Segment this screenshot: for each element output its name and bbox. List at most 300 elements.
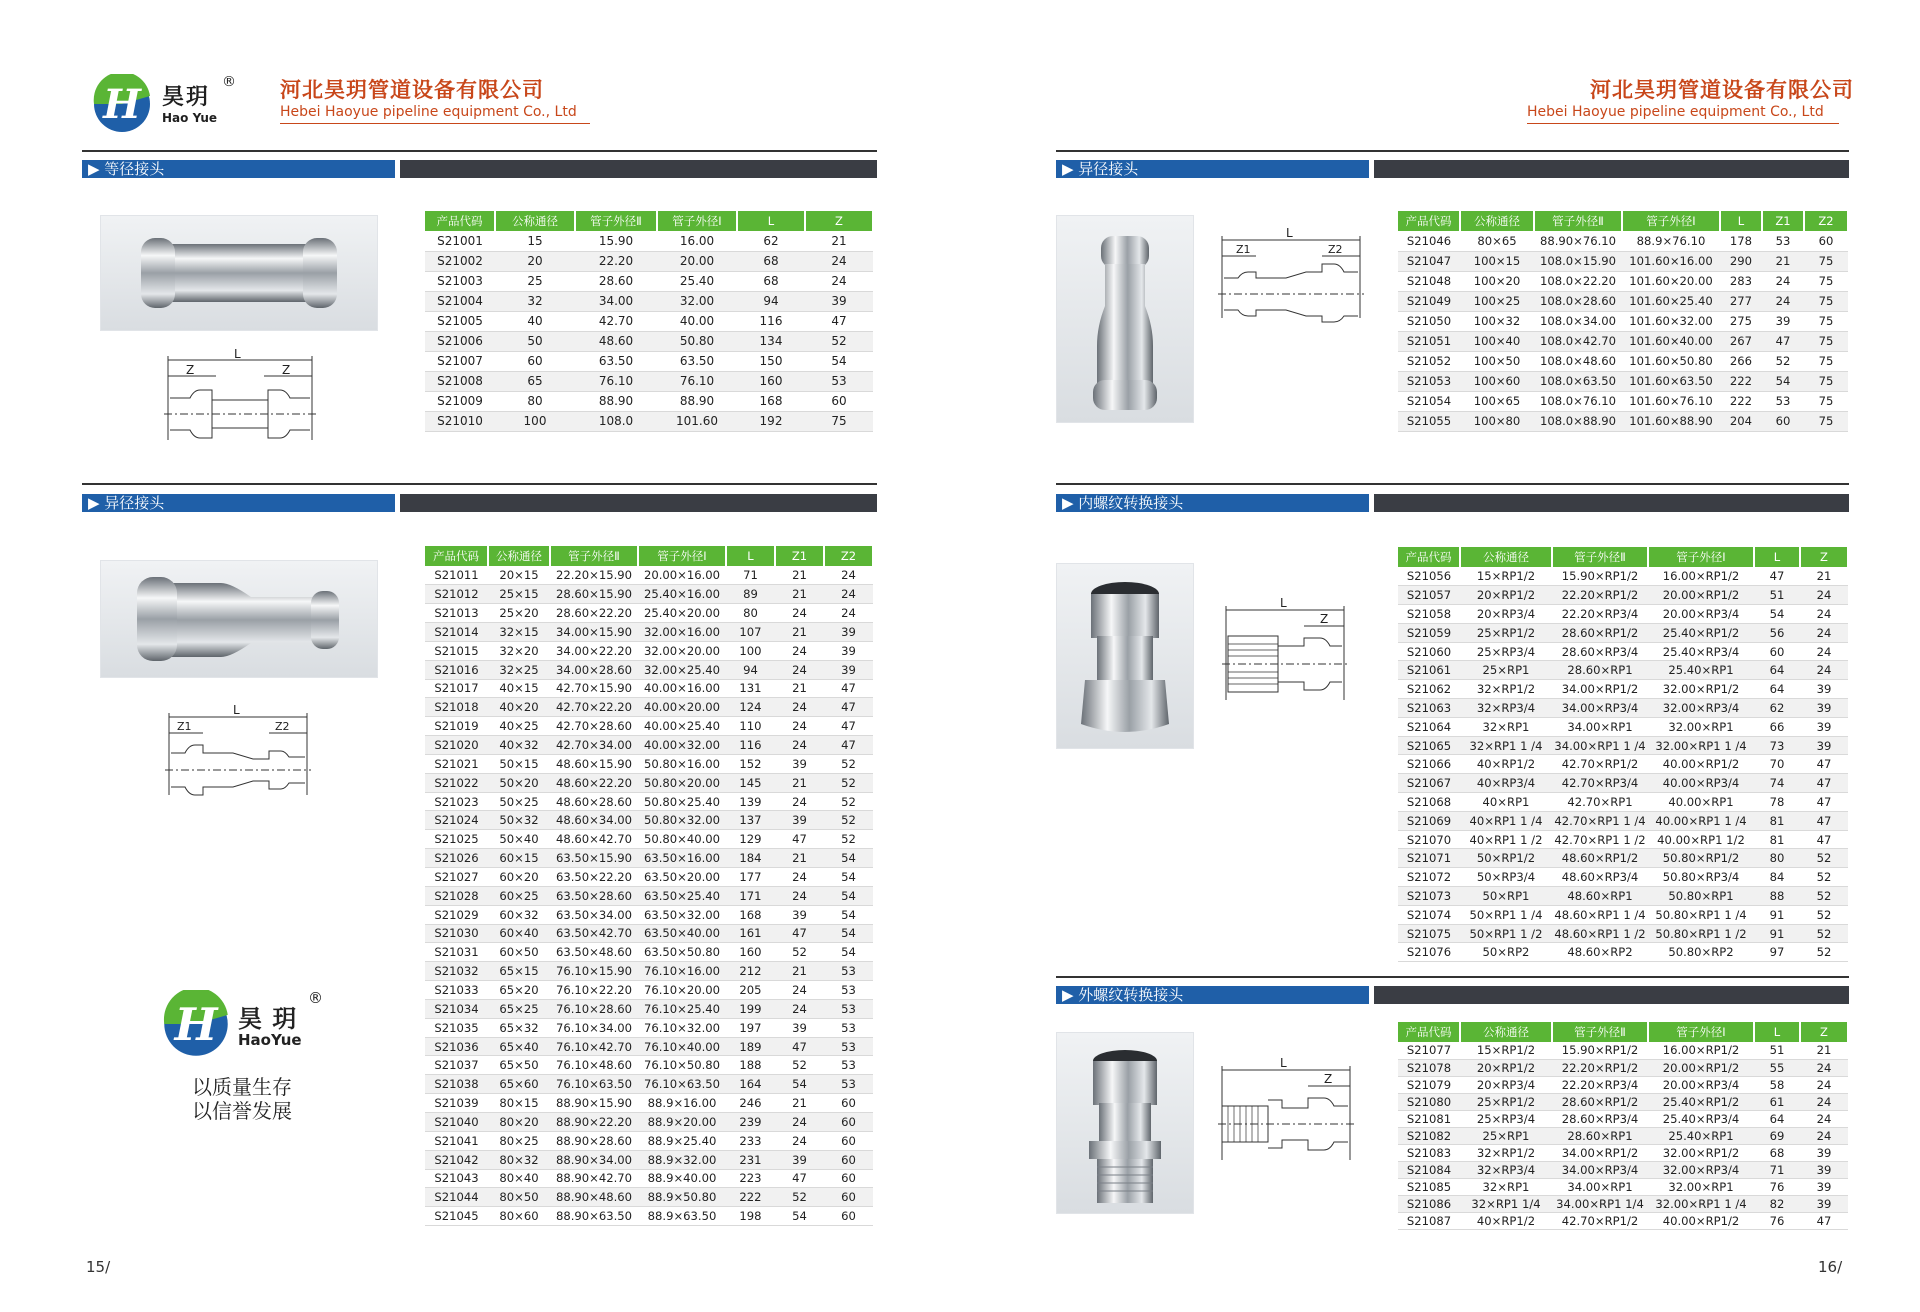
table-cell: 24 [1800, 661, 1848, 680]
table-cell: 47 [824, 698, 873, 717]
table-cell: 32.00×RP3/4 [1648, 1161, 1754, 1178]
table-row [1398, 331, 1848, 351]
table-cell: 20×RP1/2 [1460, 586, 1552, 605]
table-cell: 82 [1754, 1195, 1800, 1212]
company-name-en-right: Hebei Haoyue pipeline equipment Co., Ltd [1527, 104, 1824, 120]
table-row [425, 773, 873, 792]
table-cell: 24 [775, 660, 824, 679]
table-cell: 164 [726, 1075, 775, 1094]
table-cell: 15 [495, 231, 575, 251]
table-cell: 160 [726, 943, 775, 962]
table-row [425, 331, 873, 351]
table-cell: 47 [1800, 793, 1848, 812]
section-header-reducer-right [1056, 160, 1849, 178]
table-cell: 76.10×40.00 [638, 1037, 726, 1056]
table-cell: 22.20×RP1/2 [1552, 586, 1648, 605]
table-cell: 47 [1800, 755, 1848, 774]
column-header: L [1754, 1022, 1800, 1042]
table-cell: 63.50×20.00 [638, 868, 726, 887]
spec-table-female-thread [1398, 547, 1849, 962]
dim-label-l: L [1286, 226, 1293, 240]
table-cell: 189 [726, 1037, 775, 1056]
table-cell: 80×25 [488, 1131, 550, 1150]
table-cell: 60 [1762, 411, 1804, 431]
table-cell: 68 [737, 271, 805, 291]
table-row [425, 943, 873, 962]
table-cell: 60 [824, 1094, 873, 1113]
table-cell: 60×50 [488, 943, 550, 962]
table-cell: 48.60 [575, 331, 657, 351]
table-cell: 76.10×63.50 [638, 1075, 726, 1094]
table-cell: 40.00 [657, 311, 737, 331]
table-cell: 21 [1762, 251, 1804, 271]
table-cell: 52 [775, 1056, 824, 1075]
table-cell: 152 [726, 754, 775, 773]
table-row [1398, 717, 1848, 736]
table-row [1398, 391, 1848, 411]
table-cell: 25×15 [488, 585, 550, 604]
table-cell: 212 [726, 962, 775, 981]
table-cell: 60×25 [488, 886, 550, 905]
table-cell: 101.60×88.90 [1622, 411, 1720, 431]
table-cell: 88.90×48.60 [550, 1188, 638, 1207]
dim-label-z: Z [1320, 612, 1329, 626]
table-cell: 24 [1762, 271, 1804, 291]
table-cell: 137 [726, 811, 775, 830]
table-cell: 48.60×42.70 [550, 830, 638, 849]
table-cell: 24 [805, 271, 873, 291]
table-row [425, 868, 873, 887]
table-cell: 88.90×28.60 [550, 1131, 638, 1150]
dim-label-l: L [234, 347, 241, 361]
table-cell: 25.40×RP1 [1648, 661, 1754, 680]
table-cell: 39 [775, 905, 824, 924]
table-cell: 20.00×RP3/4 [1648, 1076, 1754, 1093]
table-cell: 75 [1804, 271, 1848, 291]
table-cell: 75 [1804, 291, 1848, 311]
table-cell: 39 [1762, 311, 1804, 331]
table-cell: 48.60×RP1 [1552, 887, 1648, 906]
table-cell: 50.80×25.40 [638, 792, 726, 811]
table-cell: 47 [824, 717, 873, 736]
company-name-cn-left: 河北昊玥管道设备有限公司 [280, 77, 544, 102]
table-row [1398, 868, 1848, 887]
table-cell: S21061 [1398, 661, 1460, 680]
table-cell: 24 [775, 604, 824, 623]
table-cell: S21032 [425, 962, 488, 981]
table-cell: 39 [775, 754, 824, 773]
table-cell: 39 [1800, 736, 1848, 755]
table-row [1398, 661, 1848, 680]
column-header: Z [805, 211, 873, 231]
table-cell: 88.9×32.00 [638, 1150, 726, 1169]
table-cell: S21031 [425, 943, 488, 962]
table-cell: 42.70×34.00 [550, 736, 638, 755]
table-cell: S21087 [1398, 1212, 1460, 1229]
column-header: 公称通径 [1460, 547, 1552, 567]
table-cell: S21021 [425, 754, 488, 773]
table-row [425, 585, 873, 604]
table-cell: S21029 [425, 905, 488, 924]
table-cell: 52 [1800, 849, 1848, 868]
table-cell: 54 [824, 886, 873, 905]
technical-drawing-male-thread [1216, 1056, 1356, 1176]
table-cell: 21 [1800, 567, 1848, 586]
table-cell: 100×80 [1460, 411, 1534, 431]
table-cell: 76.10×63.50 [550, 1075, 638, 1094]
table-row [1398, 680, 1848, 699]
table-cell: 32×RP3/4 [1460, 699, 1552, 718]
table-cell: 277 [1720, 291, 1762, 311]
table-cell: 32.00×25.40 [638, 660, 726, 679]
table-cell: 76.10×15.90 [550, 962, 638, 981]
table-cell: 15×RP1/2 [1460, 1042, 1552, 1059]
table-row [425, 886, 873, 905]
table-cell: 88 [1754, 887, 1800, 906]
table-cell: 108.0×88.90 [1534, 411, 1622, 431]
table-row [1398, 411, 1848, 431]
slogan-brand-en: HaoYue [238, 1031, 302, 1049]
dim-label-z1: Z1 [1236, 243, 1251, 256]
table-cell: 76.10 [575, 371, 657, 391]
table-cell: 50×20 [488, 773, 550, 792]
table-cell: 88.90×76.10 [1534, 231, 1622, 251]
table-cell: S21006 [425, 331, 495, 351]
table-cell: S21024 [425, 811, 488, 830]
table-cell: 76.10×32.00 [638, 1018, 726, 1037]
table-cell: 116 [726, 736, 775, 755]
column-header: L [726, 546, 775, 566]
product-photo-male-thread [1056, 1032, 1194, 1214]
table-row [425, 251, 873, 271]
table-cell: 100×40 [1460, 331, 1534, 351]
table-cell: 60 [1804, 231, 1848, 251]
table-cell: 222 [726, 1188, 775, 1207]
table-cell: 52 [824, 811, 873, 830]
table-cell: 48.60×15.90 [550, 754, 638, 773]
table-cell: 22.20×15.90 [550, 566, 638, 585]
table-cell: 28.60 [575, 271, 657, 291]
table-cell: 32×15 [488, 623, 550, 642]
table-cell: 61 [1754, 1093, 1800, 1110]
table-cell: S21027 [425, 868, 488, 887]
table-cell: 131 [726, 679, 775, 698]
table-cell: 34.00×22.20 [550, 641, 638, 660]
table-cell: 16.00×RP1/2 [1648, 1042, 1754, 1059]
table-cell: 32×25 [488, 660, 550, 679]
table-cell: 24 [775, 792, 824, 811]
table-cell: 100 [495, 411, 575, 431]
table-cell: 21 [1800, 1042, 1848, 1059]
table-cell: 39 [1800, 680, 1848, 699]
table-cell: 50×RP1/2 [1460, 849, 1552, 868]
table-cell: 80×50 [488, 1188, 550, 1207]
table-cell: 168 [726, 905, 775, 924]
table-cell: 32×RP1/2 [1460, 1144, 1552, 1161]
table-row [1398, 1212, 1848, 1229]
table-cell: 24 [1800, 605, 1848, 624]
table-cell: 48.60×RP1 1 /4 [1552, 905, 1648, 924]
table-cell: 63.50×25.40 [638, 886, 726, 905]
table-cell: 28.60×RP3/4 [1552, 1110, 1648, 1127]
table-cell: 62 [737, 231, 805, 251]
column-header: L [737, 211, 805, 231]
table-cell: 52 [1800, 924, 1848, 943]
table-cell: 69 [1754, 1127, 1800, 1144]
table-cell: 42.70×28.60 [550, 717, 638, 736]
table-cell: 32 [495, 291, 575, 311]
table-cell: 231 [726, 1150, 775, 1169]
table-row [425, 371, 873, 391]
table-cell: S21037 [425, 1056, 488, 1075]
table-cell: 60 [824, 1131, 873, 1150]
table-cell: 39 [1800, 1161, 1848, 1178]
table-cell: 24 [775, 736, 824, 755]
table-cell: 42.70×RP1 1 /4 [1552, 811, 1648, 830]
table-row [1398, 351, 1848, 371]
table-cell: S21049 [1398, 291, 1460, 311]
table-cell: 50.80×RP3/4 [1648, 868, 1754, 887]
table-cell: 39 [805, 291, 873, 311]
table-cell: 70 [1754, 755, 1800, 774]
table-cell: S21002 [425, 251, 495, 271]
table-cell: 50×RP1 1 /4 [1460, 905, 1552, 924]
table-cell: 32.00×RP1/2 [1648, 1144, 1754, 1161]
table-cell: 48.60×RP1/2 [1552, 849, 1648, 868]
table-cell: 145 [726, 773, 775, 792]
table-cell: 21 [775, 585, 824, 604]
table-cell: S21062 [1398, 680, 1460, 699]
table-cell: 32.00×RP1/2 [1648, 680, 1754, 699]
table-cell: 56 [1754, 623, 1800, 642]
table-cell: 52 [775, 1188, 824, 1207]
column-header: 管子外径Ⅰ [638, 546, 726, 566]
table-cell: 54 [824, 849, 873, 868]
table-cell: 47 [775, 830, 824, 849]
table-cell: 47 [775, 924, 824, 943]
table-cell: 40×RP1 1 /4 [1460, 811, 1552, 830]
column-header: 管子外径Ⅱ [1534, 211, 1622, 231]
table-cell: 63.50×32.00 [638, 905, 726, 924]
table-cell: 108.0×42.70 [1534, 331, 1622, 351]
table-cell: 78 [1754, 793, 1800, 812]
table-cell: 101.60×20.00 [1622, 271, 1720, 291]
table-cell: 63.50×16.00 [638, 849, 726, 868]
table-cell: 22.20 [575, 251, 657, 271]
table-cell: 65 [495, 371, 575, 391]
table-cell: S21025 [425, 830, 488, 849]
table-cell: 34.00×RP1/2 [1552, 680, 1648, 699]
column-header: 产品代码 [425, 211, 495, 231]
table-cell: 76.10×34.00 [550, 1018, 638, 1037]
table-cell: S21069 [1398, 811, 1460, 830]
table-cell: 48.60×22.20 [550, 773, 638, 792]
table-cell: 100×15 [1460, 251, 1534, 271]
table-cell: 32.00×RP3/4 [1648, 699, 1754, 718]
table-cell: 28.60×RP3/4 [1552, 642, 1648, 661]
table-cell: 34.00 [575, 291, 657, 311]
table-cell: 50×RP3/4 [1460, 868, 1552, 887]
table-row [425, 679, 873, 698]
table-cell: 25.40×RP1/2 [1648, 623, 1754, 642]
section-title: ▶ 内螺纹转换接头 [1056, 494, 1369, 512]
table-row [425, 1056, 873, 1075]
table-cell: 88.90 [575, 391, 657, 411]
section-header-equal-coupling [82, 160, 877, 178]
table-cell: 101.60×76.10 [1622, 391, 1720, 411]
table-cell: 21 [775, 962, 824, 981]
table-cell: 20×15 [488, 566, 550, 585]
table-cell: 40.00×20.00 [638, 698, 726, 717]
table-row [1398, 231, 1848, 251]
table-cell: 101.60×32.00 [1622, 311, 1720, 331]
table-cell: 110 [726, 717, 775, 736]
table-cell: 51 [1754, 1042, 1800, 1059]
table-row [425, 566, 873, 585]
table-cell: 52 [1762, 351, 1804, 371]
table-cell: 139 [726, 792, 775, 811]
table-cell: S21003 [425, 271, 495, 291]
table-cell: 47 [775, 1169, 824, 1188]
table-cell: 20.00 [657, 251, 737, 271]
table-cell: S21040 [425, 1112, 488, 1131]
table-cell: S21070 [1398, 830, 1460, 849]
table-cell: 74 [1754, 774, 1800, 793]
table-cell: 161 [726, 924, 775, 943]
company-underline-right [1527, 123, 1839, 124]
table-cell: S21038 [425, 1075, 488, 1094]
table-cell: 47 [1800, 1212, 1848, 1229]
table-row [1398, 905, 1848, 924]
table-row [425, 754, 873, 773]
table-cell: 39 [824, 660, 873, 679]
table-cell: 63.50×48.60 [550, 943, 638, 962]
column-header: L [1754, 547, 1800, 567]
table-row [1398, 887, 1848, 906]
table-row [1398, 311, 1848, 331]
table-cell: 63.50 [575, 351, 657, 371]
table-row [425, 1207, 873, 1226]
table-cell: 16.00 [657, 231, 737, 251]
table-cell: 60 [824, 1207, 873, 1226]
table-cell: 39 [1800, 1144, 1848, 1161]
table-cell: 88.9×16.00 [638, 1094, 726, 1113]
table-cell: 68 [737, 251, 805, 271]
table-row [1398, 1127, 1848, 1144]
table-cell: 100 [726, 641, 775, 660]
table-cell: 39 [824, 623, 873, 642]
table-cell: 53 [824, 981, 873, 1000]
table-cell: 60 [824, 1188, 873, 1207]
table-cell: 50×32 [488, 811, 550, 830]
table-cell: 116 [737, 311, 805, 331]
section-divider [82, 483, 877, 485]
table-cell: 52 [1800, 943, 1848, 962]
table-cell: 53 [805, 371, 873, 391]
table-cell: 100×32 [1460, 311, 1534, 331]
table-cell: 15.90×RP1/2 [1552, 567, 1648, 586]
table-cell: 54 [824, 924, 873, 943]
table-row [1398, 1059, 1848, 1076]
table-cell: 24 [1800, 623, 1848, 642]
table-row [1398, 793, 1848, 812]
table-cell: 53 [1762, 391, 1804, 411]
table-cell: 197 [726, 1018, 775, 1037]
table-cell: 15×RP1/2 [1460, 567, 1552, 586]
table-cell: S21009 [425, 391, 495, 411]
table-row [425, 981, 873, 1000]
table-row [425, 999, 873, 1018]
table-cell: 222 [1720, 391, 1762, 411]
table-cell: 108.0×28.60 [1534, 291, 1622, 311]
table-cell: 34.00×28.60 [550, 660, 638, 679]
table-cell: 76 [1754, 1212, 1800, 1229]
table-cell: 34.00×15.90 [550, 623, 638, 642]
table-cell: S21004 [425, 291, 495, 311]
table-cell: 28.60×RP1/2 [1552, 1093, 1648, 1110]
table-row [1398, 699, 1848, 718]
table-cell: S21041 [425, 1131, 488, 1150]
table-cell: 267 [1720, 331, 1762, 351]
table-cell: 80 [495, 391, 575, 411]
table-cell: 50×RP1 [1460, 887, 1552, 906]
table-cell: 54 [824, 943, 873, 962]
table-cell: 34.00×RP1/2 [1552, 1144, 1648, 1161]
table-row [1398, 1042, 1848, 1059]
table-cell: 89 [726, 585, 775, 604]
dim-label-z: Z [186, 363, 195, 377]
table-cell: 25×RP1/2 [1460, 1093, 1552, 1110]
table-row [1398, 271, 1848, 291]
table-cell: 42.70×RP1 1 /2 [1552, 830, 1648, 849]
table-cell: 40.00×RP1 [1648, 793, 1754, 812]
table-cell: 80×60 [488, 1207, 550, 1226]
table-cell: 75 [1804, 411, 1848, 431]
table-cell: 65×50 [488, 1056, 550, 1075]
section-title: ▶ 异径接头 [82, 494, 395, 512]
table-cell: S21044 [425, 1188, 488, 1207]
table-cell: 100×65 [1460, 391, 1534, 411]
table-cell: 192 [737, 411, 805, 431]
table-cell: S21054 [1398, 391, 1460, 411]
table-cell: 50.80×40.00 [638, 830, 726, 849]
table-row [1398, 1076, 1848, 1093]
column-header: Z [1800, 547, 1848, 567]
table-row [425, 1188, 873, 1207]
table-cell: 50.80×RP1/2 [1648, 849, 1754, 868]
table-cell: 22.20×RP1/2 [1552, 1059, 1648, 1076]
table-cell: 108.0×76.10 [1534, 391, 1622, 411]
table-cell: 62 [1754, 699, 1800, 718]
table-row [1398, 774, 1848, 793]
table-cell: S21072 [1398, 868, 1460, 887]
table-cell: S21030 [425, 924, 488, 943]
section-header-male-thread [1056, 986, 1849, 1004]
table-cell: 51 [1754, 586, 1800, 605]
section-header-reducer-left [82, 494, 877, 512]
table-cell: 63.50×34.00 [550, 905, 638, 924]
table-cell: 32.00×RP1 [1648, 717, 1754, 736]
table-cell: S21058 [1398, 605, 1460, 624]
table-row [1398, 943, 1848, 962]
table-cell: 32×RP3/4 [1460, 1161, 1552, 1178]
column-header: 产品代码 [1398, 547, 1460, 567]
table-cell: 75 [1804, 371, 1848, 391]
table-cell: 55 [1754, 1059, 1800, 1076]
table-cell: S21080 [1398, 1093, 1460, 1110]
table-cell: 150 [737, 351, 805, 371]
column-header: 管子外径Ⅰ [1648, 1022, 1754, 1042]
